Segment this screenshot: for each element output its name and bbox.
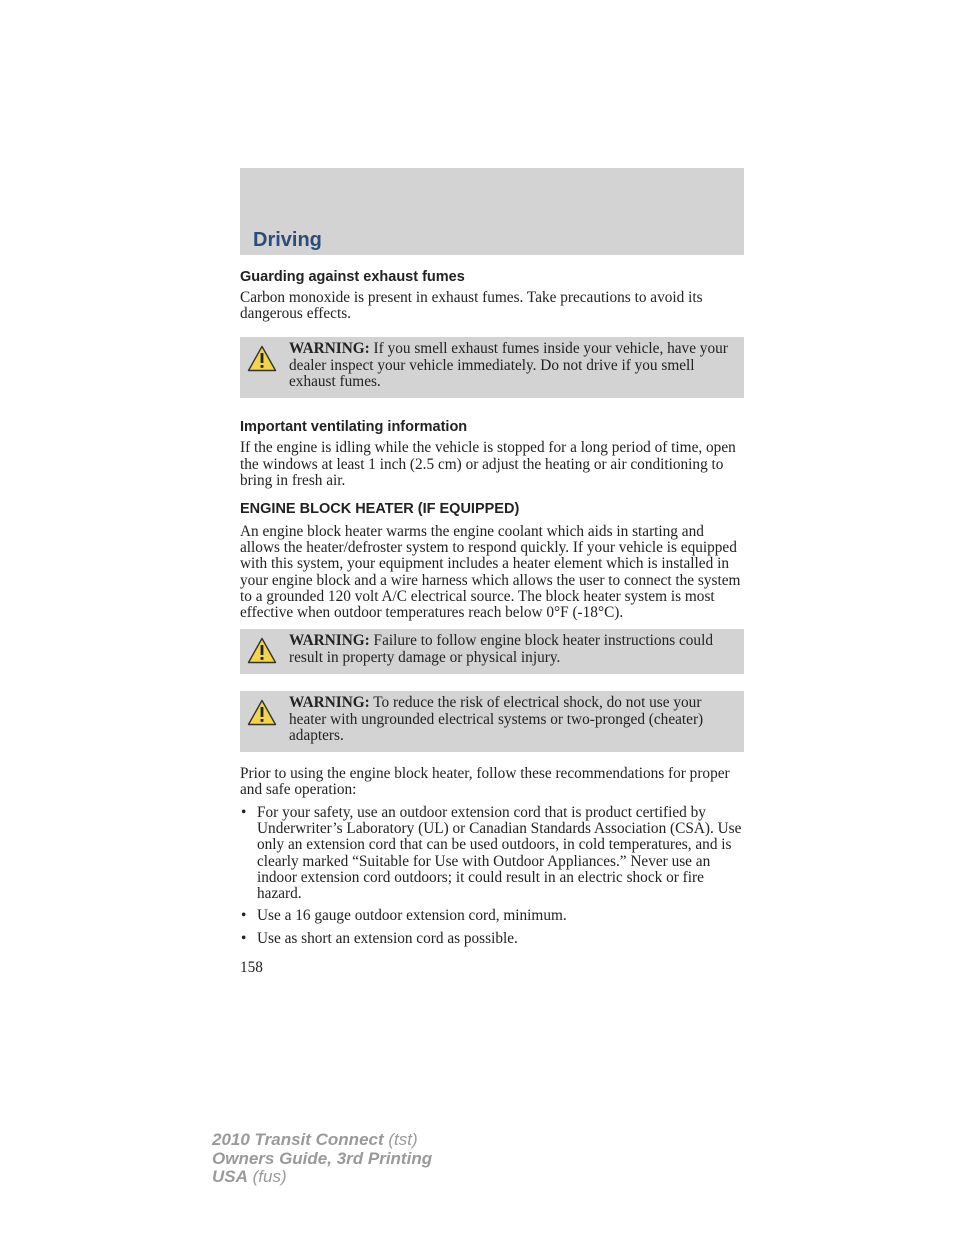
warning-body: If you smell exhaust fumes inside your vehicle, have your dealer inspect your vehicle immediately. Do not drive if you smell exhaust fumes. (289, 340, 728, 391)
list-item (240, 931, 744, 947)
page-number: 158 (240, 959, 263, 976)
footer-market-code: (fus) (247, 1167, 287, 1186)
list-item (240, 908, 744, 924)
ventilating-body: If the engine is idling while the vehicle is stopped for a long period of time, open the windows at least 1 inch (2.5 cm) or adjust the heating or air conditioning to bring in fresh air. (240, 439, 736, 489)
block-heater-warning-1-text (247, 633, 737, 666)
exhaust-body: Carbon monoxide is present in exhaust fumes. Take precautions to avoid its dangerous effects. (240, 289, 703, 323)
page-content (240, 267, 744, 947)
exhaust-heading: Guarding against exhaust fumes (240, 269, 465, 285)
recommendation-list (240, 805, 744, 947)
footer (212, 1131, 432, 1187)
warning-label: WARNING: (289, 632, 370, 650)
footer-model-code: (tst) (383, 1130, 418, 1149)
warning-triangle-icon (247, 345, 277, 372)
exhaust-warning-text (247, 341, 737, 390)
section-title: Driving (253, 229, 322, 251)
warning-body: Failure to follow engine block heater instructions could result in property damage or physical injury. (289, 632, 713, 666)
block-heater-warning-box-1 (240, 629, 744, 674)
list-item-text: Use as short an extension cord as possible. (257, 929, 518, 947)
block-heater-warning-2-text (247, 695, 737, 744)
warning-label: WARNING: (289, 694, 370, 712)
warning-label: WARNING: (289, 340, 370, 358)
bullet: • (241, 907, 247, 925)
list-item-text: Use a 16 gauge outdoor extension cord, minimum. (257, 907, 567, 925)
block-heater-body: An engine block heater warms the engine coolant which aids in starting and allows the heater/defroster system to respond quickly. If your vehicle is equipped with this system, your equipment includes a heater element which is installed in your engine block and a wire harness which allows the user to connect the system to a grounded 120 volt A/C electrical source. The block heater system is most effective when outdoor temperatures reach below 0°F (-18°C). (240, 523, 741, 622)
block-heater-warning-box-2 (240, 691, 744, 752)
footer-line-1 (212, 1131, 432, 1150)
list-item-text: For your safety, use an outdoor extension cord that is product certified by Underwriter’s Laboratory (UL) or Canadian Standards Association (CSA). Use only an extension cord that can be used outdoors, in cold temperatures, and is clearly marked “Suitable for Use with Outdoor Appliances.” Never use an indoor extension cord outdoors; it could result in an electric shock or fire hazard. (257, 803, 742, 903)
ventilating-heading: Important ventilating information (240, 419, 468, 436)
warning-triangle-icon (247, 637, 277, 664)
footer-line-3 (212, 1168, 432, 1187)
bullet: • (241, 929, 247, 947)
footer-line-2: Owners Guide, 3rd Printing (212, 1148, 433, 1168)
exhaust-warning-box (240, 337, 744, 398)
footer-market: USA (212, 1167, 248, 1186)
block-heater-heading: ENGINE BLOCK HEATER (IF EQUIPPED) (240, 501, 520, 518)
warning-body: To reduce the risk of electrical shock, do not use your heater with ungrounded electrical systems or two-pronged (cheater) adapters. (289, 694, 704, 745)
bullet: • (241, 803, 247, 821)
list-item (240, 805, 744, 903)
footer-model: 2010 Transit Connect (212, 1130, 384, 1149)
warning-triangle-icon (247, 699, 277, 726)
prior-text: Prior to using the engine block heater, follow these recommendations for proper and safe operation: (240, 765, 730, 799)
